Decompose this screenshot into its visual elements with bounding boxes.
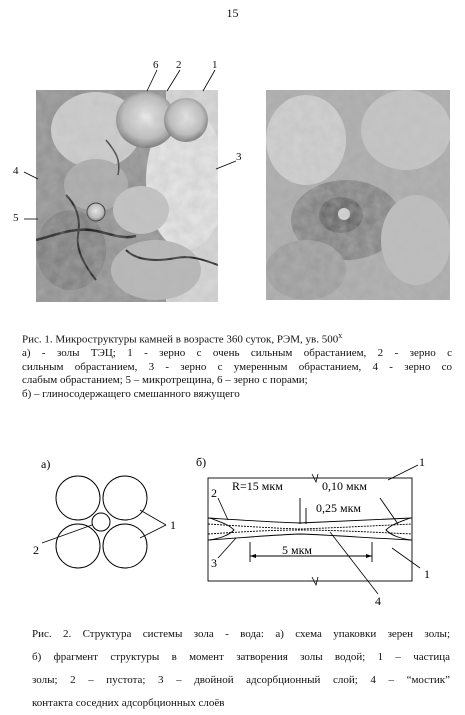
ash-particle-circle [56,476,100,520]
fig1-caption-line-4: слабым обрастанием; 5 – микротрещина, 6 – зерно с порами; [22,374,308,387]
fig2b-label-1-top: 1 [419,455,425,469]
fig2-panel-b-label: б) [196,455,207,469]
gap-label: 0,10 мкм [322,479,368,493]
fig1-caption [22,329,452,401]
sem-micrograph-b [266,90,450,300]
label-2: 2 [176,59,182,71]
label-5: 5 [13,212,19,224]
fig2b-label-1-bottom: 1 [424,567,430,581]
particle-boundary-top [208,518,412,523]
gap-leader [380,498,398,524]
fig2-panel-a-label: а) [41,457,51,471]
fig2a-label-2: 2 [33,543,39,557]
sem-micrograph-b-image [266,90,450,300]
fig2-diagram [0,450,465,615]
fig2b-label-3: 3 [211,556,217,570]
structure-fragment [208,478,412,581]
particle-boundary-bottom [208,534,412,540]
label-6: 6 [153,59,159,71]
fig1-caption-line-2: а) - золы ТЭЦ; 1 - зерно с очень сильным обрастанием, 2 - зерно с [22,347,452,360]
label-3: 3 [236,151,242,163]
fig1-caption-line-3: сильным обрастанием, 3 - зерно с умеренным обрастанием, 4 - зерно со [22,360,452,373]
fig1-caption-title [22,329,452,347]
page-number: 15 [226,6,239,20]
ash-particle-circle [56,524,100,568]
fig1-caption-line-1: Рис. 1. Микроструктуры камней в возрасте 360 суток, РЭМ, ув. 500 [22,333,339,346]
fig1a-leaders [0,55,250,235]
fig2-caption-line-2: б) фрагмент структуры в момент затворения золы водой; 1 – частица [32,651,450,663]
label-4: 4 [13,165,19,177]
fig2b-label-4: 4 [375,594,381,608]
length-label: 5 мкм [282,543,313,557]
adsorption-layer-top [208,524,412,529]
void-circle [92,513,110,531]
fig2-caption-line-3: золы; 2 – пустота; 3 – двойной адсорбционный слой; 4 – “мостик” [32,674,450,686]
adsorption-layer-bottom [208,530,412,534]
fig1-caption-superscript: х [338,331,343,340]
fig1-caption-line-5: б) – глиносодержащего смешанного вяжущего [22,387,240,400]
circle-packing [56,476,147,568]
label-1: 1 [212,59,218,71]
void-right [386,518,410,540]
fig2-caption-line-1: Рис. 2. Структура системы зола - вода: а) схема упаковки зерен золы; [32,628,450,640]
fig2-caption [32,623,450,715]
ash-particle-circle [103,476,147,520]
contact-label: 0,25 мкм [316,501,362,515]
fig2a-label-1: 1 [170,518,176,532]
fragment-frame [208,478,412,581]
fig2-caption-line-4: контакта соседних адсорбционных слоёв [32,697,225,709]
radius-label: R=15 мкм [232,479,283,493]
ash-particle-circle [103,524,147,568]
fig2b-label-2: 2 [211,486,217,500]
void-left [210,518,234,540]
